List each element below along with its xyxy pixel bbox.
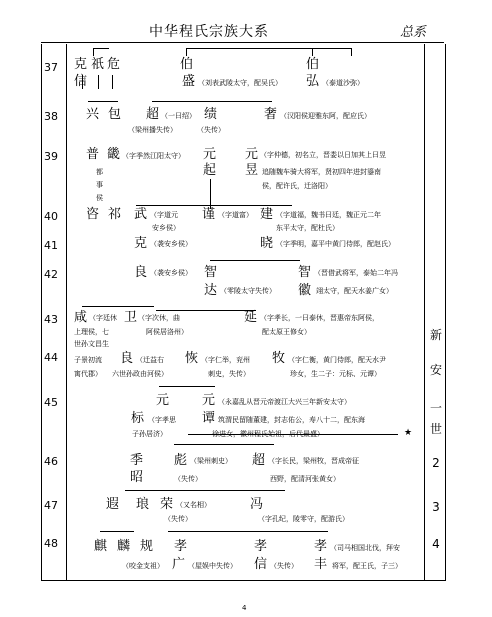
person-note: 侯 [96,194,103,202]
person-name: 麒 [94,539,108,554]
person-name: 建 [260,207,274,222]
person-name: 元 [202,393,216,408]
person-name: 延 [244,310,258,325]
person-name: 祁 [108,207,122,222]
person-name: 起 [203,163,217,178]
side-char: 4 [432,537,440,551]
side-char: 新 [429,328,442,342]
person-name: 弘 [306,74,320,89]
person-name: 恢 [185,351,199,366]
person-name: 咨 [86,207,100,222]
person-name: 盛 [182,74,196,89]
connector [98,75,99,89]
person-note: 东平太守，配杜氏） [276,224,339,232]
connector [174,444,274,445]
person-note: 追随魏车骑大将军，贤初四年进封鎏南 [262,168,381,176]
person-note: （泰道沙弥） [322,79,364,87]
person-name: 达 [204,283,218,298]
side-char: 世 [429,422,442,436]
person-name: 超 [146,107,160,122]
person-name: 孝 [254,539,268,554]
person-note: （字孔纪，陵零守，配游氏） [258,515,349,523]
gen-column-divider [66,44,67,580]
person-note: （失传） [174,475,202,483]
person-name: 危 [107,57,121,72]
person-note: 都 [96,168,103,176]
person-note: （司马相国北伐，拜安 [330,544,400,552]
person-name: 遐 [106,497,120,512]
person-name: 包 [108,107,122,122]
person-name: 麟 [117,539,131,554]
person-note: （字孝思 [148,416,176,424]
gen-37: 37 [44,61,58,74]
person-name: 绩 [204,107,218,122]
side-char: 2 [432,456,440,470]
side-char: 一 [429,401,442,415]
person-note: （咬金支祖） [122,562,164,570]
person-name: 智 [298,265,312,280]
person-note: （梁州播失传） [128,126,177,134]
page-title: 中华程氏宗族大系 [149,24,269,40]
connector [312,48,313,56]
person-note: （晋借武将军，泰始二年冯 [314,269,398,277]
gen-41: 41 [44,239,58,252]
person-note: （字长民，梁州牧，晋成帝征 [268,457,359,465]
person-note: 事 [96,181,103,189]
person-name: 普 [86,147,100,162]
person-note: （字季明，嘉平中黄门侍郎，配赵氏） [276,240,395,248]
person-name: 孝 [314,539,328,554]
person-note: 上理侯，七 [74,328,109,336]
side-column-divider [424,44,425,580]
person-name: 良 [134,265,148,280]
person-note: 将军，配王氏，子三） [332,562,402,570]
gen-45: 45 [44,396,58,409]
person-note: （袭安乡侯） [150,269,192,277]
page-number: 4 [242,604,247,612]
person-note: 筑渭民留随董建，封志佑公，寿八十二，配东海 [218,416,365,424]
side-char: 3 [432,500,440,514]
connector [93,48,109,49]
connector [82,306,154,307]
gen-39: 39 [44,150,58,163]
person-note: （刘表武陵太守，配吴氏） [198,79,282,87]
person-name: 卫 [124,310,138,325]
person-name: 咸 [74,310,88,325]
person-name: 信 [74,74,88,89]
person-name: 伯 [180,57,194,72]
person-note: （字廷休 [89,314,117,322]
person-name: 彪 [174,453,188,468]
person-note: （一曰绍） [161,112,196,120]
person-name: 孝 [174,539,188,554]
connector [159,386,215,387]
person-note: （字次休，曲 [138,314,180,322]
person-name: 昭 [130,470,144,485]
person-name: 武 [134,207,148,222]
person-note: 安乡侯） [152,224,180,232]
person-note: 子景初流 [74,356,102,364]
person-name: 元 [203,147,217,162]
person-note: 子孙居济） [132,430,167,438]
person-note: （汉阳侯迎雅东阿，配应氏） [280,112,371,120]
person-name: 谭 [202,411,216,426]
person-name: 元 [156,393,170,408]
person-name: 克 [134,236,148,251]
header-rule [41,42,444,43]
person-note: （失传） [270,562,298,570]
person-note: （字道富） [218,211,253,219]
person-name: 冯 [250,497,264,512]
connector [351,48,352,56]
connector [152,101,272,102]
person-name: 昱 [245,163,259,178]
person-note: （又名相） [176,501,211,509]
person-name: 元 [245,147,259,162]
person-note: （失传） [197,126,225,134]
person-note: （字道元 [150,211,178,219]
gen-47: 47 [44,499,58,512]
person-note: 阿侯居洛州） [146,328,188,336]
person-name: 丰 [314,557,328,572]
gen-42: 42 [44,268,58,281]
person-name: 伯 [306,57,320,72]
person-note: （梁州刺史） [190,457,232,465]
person-name: 牧 [272,351,286,366]
section-label: 总系 [400,25,427,40]
person-note: 翊太守，配天水姜广女） [316,287,393,295]
connector [136,205,292,206]
person-name: 兴 [86,107,100,122]
person-name: 智 [204,265,218,280]
person-note: （永嘉乱从晋元帝渡江大兴三年新安太守） [218,398,351,406]
gen-44: 44 [44,351,58,364]
gen-38: 38 [44,110,58,123]
person-name: 谨 [202,207,216,222]
connector [186,48,351,49]
person-name: 规 [140,539,154,554]
person-note: 六世孙政由河侯） [112,370,168,378]
person-note: （零陵太守失传） [220,287,276,295]
person-name: 标 [131,411,145,426]
person-name: 信 [254,557,268,572]
person-name: 徽 [298,283,312,298]
connector [156,310,256,311]
person-note: 珍女，生二子：元标、元谭） [290,370,381,378]
person-note: （失传） [164,515,192,523]
gen-46: 46 [44,455,58,468]
person-note: 徐进女，徽州程氏始祖，后代最盛） [212,430,324,438]
gen-48: 48 [44,537,58,550]
person-name: 克 [74,57,88,72]
person-note: （字仲德，初名立，晋娄以日加其上曰昱 [260,151,386,159]
person-note: （字仁衡，黄门侍郎，配天水尹 [288,356,386,364]
gen-43: 43 [44,313,58,326]
person-name: 超 [252,453,266,468]
connector [112,75,113,89]
person-note: 侯，配许氏，迁洛阳） [262,182,332,190]
person-name: 季 [130,453,144,468]
connector [93,48,94,56]
connector [125,490,285,491]
connector [88,101,118,102]
person-name: 奢 [264,107,278,122]
gen-40: 40 [44,210,58,223]
person-note: （字季然江阳太守） [122,152,185,160]
person-note: 刺史，失传） [208,370,250,378]
person-note: （字孝长，一曰泰休，晋惠帝东阿侯， [260,314,379,322]
person-note: （字仁举，兖州 [201,356,250,364]
person-note: （袭安乡侯） [150,240,192,248]
connector [168,531,328,532]
person-note: （屋娱中失传） [188,562,237,570]
person-note: 寓代郡） [74,370,102,378]
person-name: 荣 [160,497,174,512]
person-note: 世孙文昌生 [74,340,109,348]
person-note: （迁益右 [136,356,164,364]
person-note: 西野，配清河张黄女） [270,475,340,483]
person-name: 畿 [107,147,121,162]
connector [210,260,300,261]
connector [100,531,134,532]
person-name: 祇 [91,57,105,72]
star-icon: ★ [404,428,413,438]
person-name: 晓 [260,236,274,251]
person-note: 配太原王修女） [262,328,311,336]
side-char: 安 [429,363,442,377]
person-name: 广 [172,557,186,572]
person-note: （字道福，魏书曰廷，魏正元二年 [276,211,381,219]
person-name: 琅 [136,497,150,512]
person-name: 良 [120,351,134,366]
connector [186,48,187,56]
